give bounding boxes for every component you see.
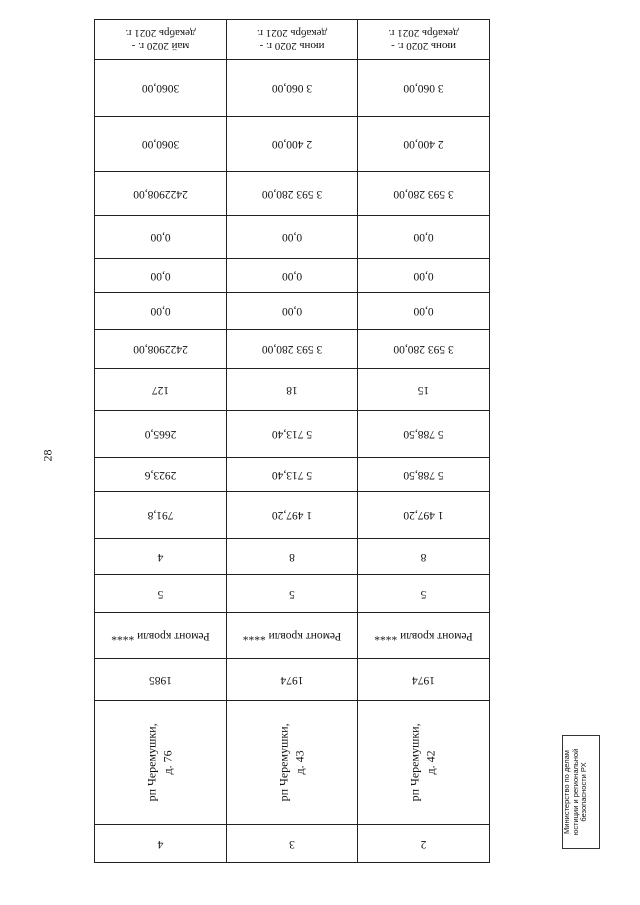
table-row-value [95, 216, 490, 259]
cell-address [227, 701, 358, 825]
table-row-value [95, 539, 490, 575]
table-row-value [95, 172, 490, 216]
stamp-line: Министерство по делам [562, 750, 571, 834]
table-row-value [95, 411, 490, 458]
cell-value: 0,00 [95, 216, 227, 259]
cell-year: 1974 [358, 659, 490, 701]
cell-year: 1985 [95, 659, 227, 701]
stamp-line: безопасности РХ [579, 762, 589, 822]
stamp-text [563, 736, 599, 848]
address-text: рп Черемушки, д. 42 [407, 723, 438, 802]
stamp-line: юстиции и региональной [570, 748, 580, 836]
table-row-value [95, 293, 490, 330]
cell-num: 4 [95, 825, 227, 863]
table-row-value [95, 60, 490, 117]
cell-address [358, 701, 490, 825]
table-row-value [95, 369, 490, 411]
address-text: рп Черемушки, д. 76 [144, 723, 175, 802]
cell-value: 0,00 [227, 259, 358, 293]
address-text: рп Черемушки, д. 43 [276, 723, 306, 802]
cell-value: 2422908,00 [95, 330, 227, 369]
table-row-value [95, 117, 490, 172]
cell-value: 1 497,20 [358, 492, 490, 539]
cell-value: 3 593 280,00 [358, 330, 490, 369]
table-row-value [95, 492, 490, 539]
repair-table [94, 19, 490, 863]
cell-year: 1974 [227, 659, 358, 701]
cell-value: 4 [95, 539, 227, 575]
cell-value: 2422908,00 [95, 172, 227, 216]
cell-work: Ремонт кровли **** [95, 613, 227, 659]
cell-value: 18 [227, 369, 358, 411]
cell-value: 3060,00 [95, 117, 227, 172]
cell-value: 5 [95, 575, 227, 613]
table-row-value [95, 575, 490, 613]
cell-value: 5 788,50 [358, 411, 490, 458]
table-row-value [95, 458, 490, 492]
cell-period: май 2020 г. - декабрь 2021 г. [95, 20, 227, 60]
cell-address [95, 701, 227, 825]
cell-value: 3 060,00 [227, 60, 358, 117]
cell-value: 3 593 280,00 [358, 172, 490, 216]
cell-value: 0,00 [358, 259, 490, 293]
cell-value: 127 [95, 369, 227, 411]
cell-period: июнь 2020 г. - декабрь 2021 г. [358, 20, 490, 60]
table-row-period [95, 20, 490, 60]
cell-value: 2 400,00 [358, 117, 490, 172]
cell-value: 0,00 [227, 216, 358, 259]
cell-value: 0,00 [95, 259, 227, 293]
cell-value: 2 400,00 [227, 117, 358, 172]
cell-work: Ремонт кровли **** [358, 613, 490, 659]
table-row-year [95, 659, 490, 701]
cell-value: 1 497,20 [227, 492, 358, 539]
cell-value: 5 713,40 [227, 411, 358, 458]
cell-value: 0,00 [358, 293, 490, 330]
cell-value: 3 593 280,00 [227, 172, 358, 216]
cell-value: 5 788,50 [358, 458, 490, 492]
cell-value: 8 [358, 539, 490, 575]
cell-num: 2 [358, 825, 490, 863]
cell-period: июнь 2020 г. - декабрь 2021 г. [227, 20, 358, 60]
ministry-stamp [562, 735, 600, 849]
cell-value: 5 [358, 575, 490, 613]
cell-value: 15 [358, 369, 490, 411]
cell-value: 8 [227, 539, 358, 575]
cell-num: 3 [227, 825, 358, 863]
cell-value: 5 713,40 [227, 458, 358, 492]
table-row-work [95, 613, 490, 659]
table-row-value [95, 330, 490, 369]
cell-value: 3 060,00 [358, 60, 490, 117]
cell-value: 2665,0 [95, 411, 227, 458]
rotated-table-container [95, 27, 490, 863]
cell-value: 791,8 [95, 492, 227, 539]
cell-value: 3 593 280,00 [227, 330, 358, 369]
table-row-value [95, 259, 490, 293]
cell-value: 0,00 [95, 293, 227, 330]
cell-value: 3060,00 [95, 60, 227, 117]
page-number: 28 [40, 449, 55, 462]
cell-value: 5 [227, 575, 358, 613]
cell-value: 2923,6 [95, 458, 227, 492]
cell-value: 0,00 [227, 293, 358, 330]
cell-value: 0,00 [358, 216, 490, 259]
cell-work: Ремонт кровли **** [227, 613, 358, 659]
table-row-number [95, 825, 490, 863]
table-row-address [95, 701, 490, 825]
